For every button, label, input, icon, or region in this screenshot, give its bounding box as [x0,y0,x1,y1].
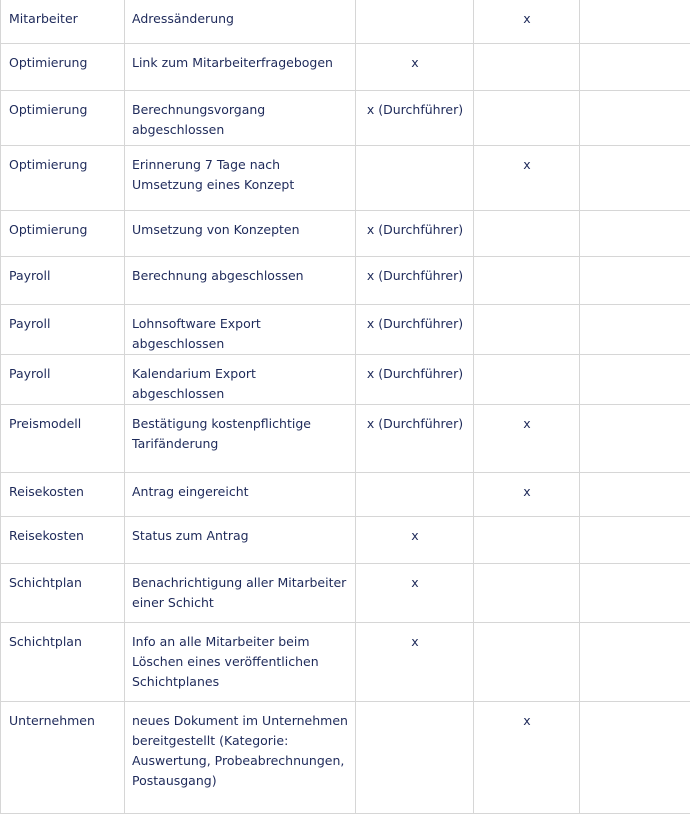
category-cell: Unternehmen [1,702,125,814]
col5-cell [580,146,690,211]
col3-cell: x [356,44,474,91]
event-cell: Adressänderung [125,0,356,44]
col5-cell [580,91,690,146]
col4-cell [474,91,580,146]
event-cell: neues Dokument im Unternehmen bereitgestellt (Kategorie: Auswertung, Probeabrechnungen, Postausgang) [125,702,356,814]
col4-cell [474,257,580,305]
col3-cell: x (Durchführer) [356,305,474,355]
col4-cell [474,44,580,91]
table-row [1,405,690,473]
col3-cell [356,702,474,814]
col5-cell [580,405,690,473]
event-cell: Link zum Mitarbeiterfragebogen [125,44,356,91]
table-row [1,146,690,211]
col3-cell: x (Durchführer) [356,405,474,473]
category-cell: Preismodell [1,405,125,473]
col5-cell [580,702,690,814]
col4-cell: x [474,405,580,473]
table-row [1,91,690,146]
col5-cell [580,211,690,257]
event-cell: Antrag eingereicht [125,473,356,517]
col3-cell: x (Durchführer) [356,211,474,257]
col3-cell [356,473,474,517]
table-row [1,211,690,257]
col3-cell: x (Durchführer) [356,91,474,146]
table-row [1,257,690,305]
event-cell: Lohnsoftware Export abgeschlossen [125,305,356,355]
event-cell: Erinnerung 7 Tage nach Umsetzung eines Konzept [125,146,356,211]
col5-cell [580,355,690,405]
col4-cell [474,211,580,257]
table-row [1,473,690,517]
category-cell: Schichtplan [1,564,125,623]
col5-cell [580,257,690,305]
event-cell: Berechnungsvorgang abgeschlossen [125,91,356,146]
col3-cell: x (Durchführer) [356,355,474,405]
category-cell: Reisekosten [1,517,125,564]
col4-cell [474,623,580,702]
table-row [1,564,690,623]
category-cell: Optimierung [1,91,125,146]
event-cell: Kalendarium Export abgeschlossen [125,355,356,405]
col4-cell [474,517,580,564]
category-cell: Optimierung [1,146,125,211]
col3-cell [356,0,474,44]
table-row [1,0,690,44]
table-row [1,517,690,564]
event-cell: Berechnung abgeschlossen [125,257,356,305]
col4-cell: x [474,473,580,517]
col4-cell: x [474,146,580,211]
col3-cell: x [356,517,474,564]
col5-cell [580,473,690,517]
col4-cell: x [474,0,580,44]
category-cell: Payroll [1,305,125,355]
event-cell: Bestätigung kostenpflichtige Tarifänderung [125,405,356,473]
category-cell: Reisekosten [1,473,125,517]
event-cell: Info an alle Mitarbeiter beim Löschen eines veröffentlichen Schichtplanes [125,623,356,702]
col5-cell [580,44,690,91]
table-row [1,44,690,91]
category-cell: Optimierung [1,211,125,257]
category-cell: Mitarbeiter [1,0,125,44]
col5-cell [580,564,690,623]
col3-cell: x (Durchführer) [356,257,474,305]
table-row [1,305,690,355]
col5-cell [580,517,690,564]
category-cell: Payroll [1,355,125,405]
col5-cell [580,623,690,702]
col4-cell [474,564,580,623]
table-row [1,702,690,814]
category-cell: Schichtplan [1,623,125,702]
category-cell: Optimierung [1,44,125,91]
col4-cell [474,305,580,355]
category-cell: Payroll [1,257,125,305]
col5-cell [580,305,690,355]
event-cell: Umsetzung von Konzepten [125,211,356,257]
table-row [1,355,690,405]
col3-cell [356,146,474,211]
event-cell: Benachrichtigung aller Mitarbeiter einer Schicht [125,564,356,623]
col3-cell: x [356,564,474,623]
col4-cell [474,355,580,405]
col5-cell [580,0,690,44]
col4-cell: x [474,702,580,814]
table-row [1,623,690,702]
col3-cell: x [356,623,474,702]
event-cell: Status zum Antrag [125,517,356,564]
